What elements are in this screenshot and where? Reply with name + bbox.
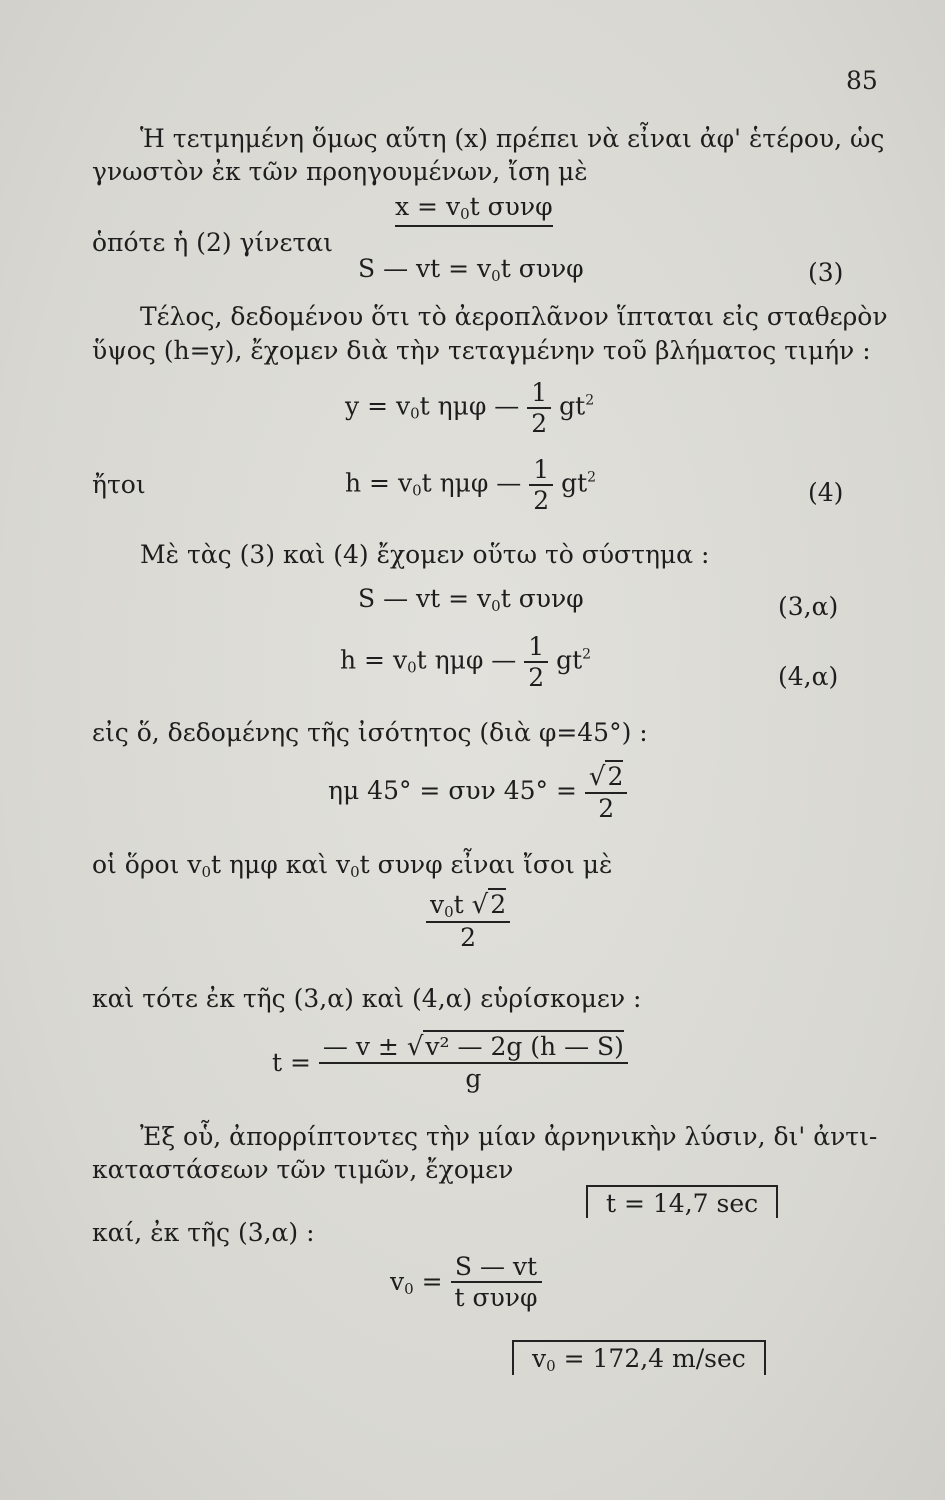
text-line: Ἡ τετμημένη ὅμως αὔτη (x) πρέπει νὰ εἶναι ἀφ' ἑτέρου, ὡς (140, 124, 885, 153)
fraction-half: $\frac{1}{2}$ (529, 455, 553, 515)
fraction-half: $\frac{1}{2}$ (527, 378, 551, 438)
text-line: οἱ ὅροι $v_0t$ ημφ καὶ $v_0t$ συνφ εἶναι ἴσοι μὲ (92, 850, 613, 881)
fraction-half: $\frac{1}{2}$ (524, 632, 548, 692)
result-v0-box: $v_0 = 172,4$ m/sec (512, 1340, 766, 1375)
text-line: ὁπότε ἡ (2) γίνεται (92, 228, 333, 257)
text-line: Μὲ τὰς (3) καὶ (4) ἔχομεν οὕτω τὸ σύστημα : (140, 540, 710, 569)
equation-vt-sqrt2 (426, 890, 510, 952)
equation-label: (3) (808, 258, 844, 287)
equation-label: (3,α) (778, 592, 839, 621)
equation-label: (4) (808, 478, 844, 507)
fraction-vt-sqrt2: $\frac{v_0t √2}{2}$ (426, 890, 510, 952)
result-t-box: t = 14,7 sec (586, 1185, 778, 1218)
equation-label: (4,α) (778, 662, 839, 691)
text-itoi: ἤτοι (92, 470, 146, 499)
equation-4a: $h = v_0t$ ημφ — $\frac{1}{2}$ $gt^2$ (340, 632, 592, 692)
text-line: ὕψος (h=y), ἔχομεν διὰ τὴν τεταγμένην τοῦ βλήματος τιμήν : (92, 336, 871, 365)
page-number: 85 (846, 66, 878, 95)
text-line: εἰς ὅ, δεδομένης τῆς ἰσότητος (διὰ φ=45°) : (92, 718, 648, 747)
text-line: Ἐξ οὗ, ἀπορρίπτοντες τὴν μίαν ἀρνηνικὴν λύσιν, δι' ἀντι- (140, 1122, 878, 1151)
equation-3: S — vt = $v_0t$ συνφ (358, 254, 584, 285)
equation-t: t = $\frac{\text{— v ± √v² — 2g (h — S)}}{g}$ (272, 1032, 628, 1093)
fraction-v0: $\frac{S — vt}{\text{t συνφ}}$ (451, 1252, 542, 1312)
fraction-t: $\frac{\text{— v ± √v² — 2g (h — S)}}{g}$ (319, 1032, 628, 1093)
equation-h: $h = v_0t$ ημφ — $\frac{1}{2}$ $gt^2$ (345, 455, 597, 515)
equation-hm45: ημ 45° = συν 45° = $\frac{√2}{2}$ (328, 762, 627, 823)
text-line: καί, ἐκ τῆς (3,α) : (92, 1218, 315, 1247)
text-line: γνωστὸν ἐκ τῶν προηγουμένων, ἴση μὲ (92, 157, 588, 186)
equation-x: $x = v_0t$ συνφ (395, 192, 553, 227)
fraction-sqrt2-over-2: $\frac{√2}{2}$ (585, 762, 627, 823)
equation-v0: $v_0$ = $\frac{S — vt}{\text{t συνφ}}$ (390, 1252, 542, 1312)
equation-3a: S — vt = $v_0t$ συνφ (358, 584, 584, 615)
text-line: Τέλος, δεδομένου ὅτι τὸ ἀεροπλᾶνον ἵπταται εἰς σταθερὸν (140, 302, 888, 331)
text-line: καταστάσεων τῶν τιμῶν, ἔχομεν (92, 1155, 514, 1184)
text-line: καὶ τότε ἐκ τῆς (3,α) καὶ (4,α) εὑρίσκομεν : (92, 984, 642, 1013)
equation-y: $y = v_0t$ ημφ — $\frac{1}{2}$ $gt^2$ (345, 378, 595, 438)
